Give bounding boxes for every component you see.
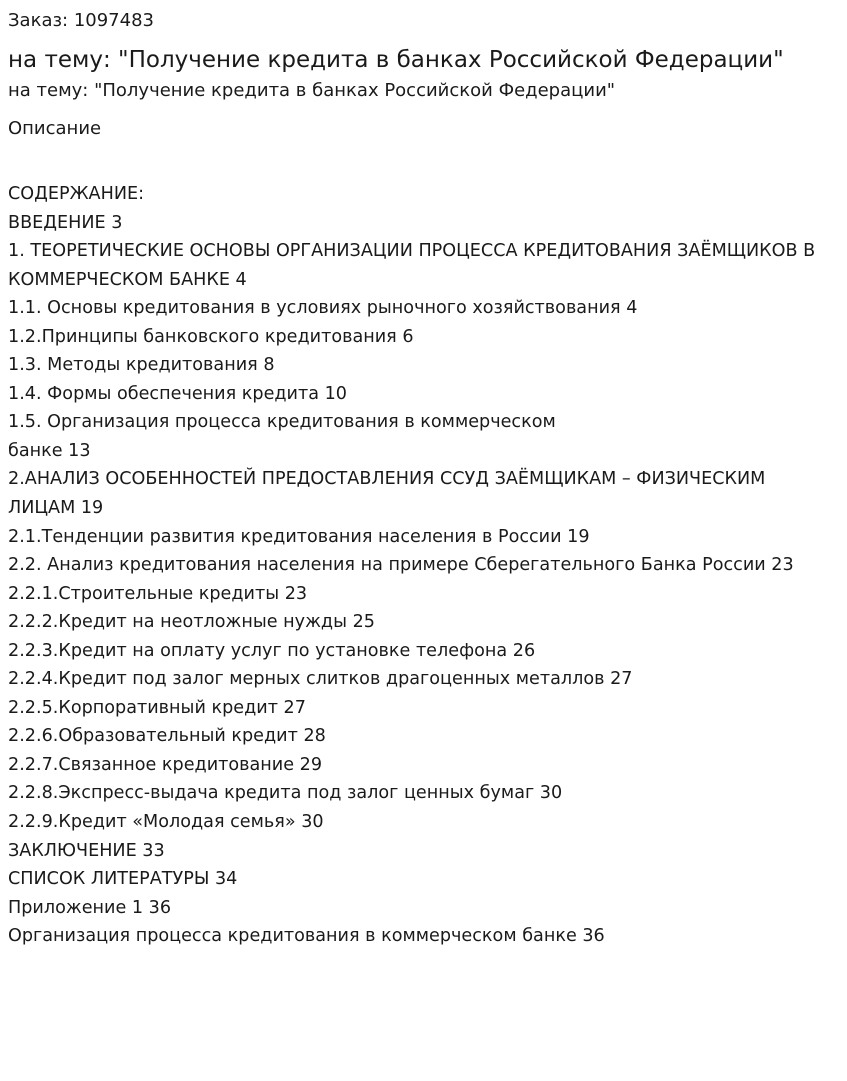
toc-item-1-5-line1: 1.5. Организация процесса кредитования в коммерческом: [8, 412, 556, 433]
toc-list: [8, 209, 834, 951]
toc-item-chapter-1: 1. ТЕОРЕТИЧЕСКИЕ ОСНОВЫ ОРГАНИЗАЦИИ ПРОЦЕССА КРЕДИТОВАНИЯ ЗАЁМЩИКОВ В КОММЕРЧЕСКОМ БАНКЕ 4: [8, 241, 816, 290]
toc-item-introduction: ВВЕДЕНИЕ 3: [8, 212, 123, 233]
toc-item-1-4: 1.4. Формы обеспечения кредита 10: [8, 383, 347, 404]
toc-item-2-1: 2.1.Тенденции развития кредитования населения в России 19: [8, 526, 590, 547]
description-label: Описание: [8, 118, 102, 139]
toc-item-1-3: 1.3. Методы кредитования 8: [8, 355, 275, 376]
toc-item-1-5-line2: банке 13: [8, 440, 91, 461]
toc-item-conclusion: ЗАКЛЮЧЕНИЕ 33: [8, 840, 165, 861]
table-of-contents: [8, 180, 834, 951]
toc-item-appendix-1: Приложение 1 36: [8, 897, 172, 918]
toc-heading: СОДЕРЖАНИЕ:: [8, 184, 145, 204]
document-title: на тему: "Получение кредита в банках Российской Федерации": [8, 47, 784, 73]
toc-item-1-2: 1.2.Принципы банковского кредитования 6: [8, 326, 414, 347]
toc-item-2-2-5: 2.2.5.Корпоративный кредит 27: [8, 697, 306, 718]
toc-item-2-2-3: 2.2.3.Кредит на оплату услуг по установке телефона 26: [8, 640, 536, 661]
toc-item-2-2-2: 2.2.2.Кредит на неотложные нужды 25: [8, 612, 375, 633]
toc-item-2-2-9: 2.2.9.Кредит «Молодая семья» 30: [8, 812, 324, 833]
toc-item-references: СПИСОК ЛИТЕРАТУРЫ 34: [8, 869, 238, 890]
toc-item-2-2-1: 2.2.1.Строительные кредиты 23: [8, 583, 308, 604]
toc-item-2-2-4: 2.2.4.Кредит под залог мерных слитков драгоценных металлов 27: [8, 669, 633, 690]
toc-item-2-2-6: 2.2.6.Образовательный кредит 28: [8, 726, 326, 747]
toc-item-1-1: 1.1. Основы кредитования в условиях рыночного хозяйствования 4: [8, 298, 638, 319]
toc-item-2-2-8: 2.2.8.Экспресс-выдача кредита под залог ценных бумаг 30: [8, 783, 563, 804]
toc-item-2-2-7: 2.2.7.Связанное кредитование 29: [8, 754, 323, 775]
document-subtitle: на тему: "Получение кредита в банках Российской Федерации": [8, 80, 616, 101]
toc-item-chapter-2: 2.АНАЛИЗ ОСОБЕННОСТЕЙ ПРЕДОСТАВЛЕНИЯ ССУД ЗАЁМЩИКАМ – ФИЗИЧЕСКИМ ЛИЦАМ 19: [8, 469, 766, 519]
toc-item-1-5: [8, 408, 834, 465]
toc-item-appendix-1-title: Организация процесса кредитования в коммерческом банке 36: [8, 926, 605, 947]
order-number: Заказ: 1097483: [8, 10, 154, 31]
toc-item-2-2: 2.2. Анализ кредитования населения на примере Сберегательного Банка России 23: [8, 555, 794, 576]
